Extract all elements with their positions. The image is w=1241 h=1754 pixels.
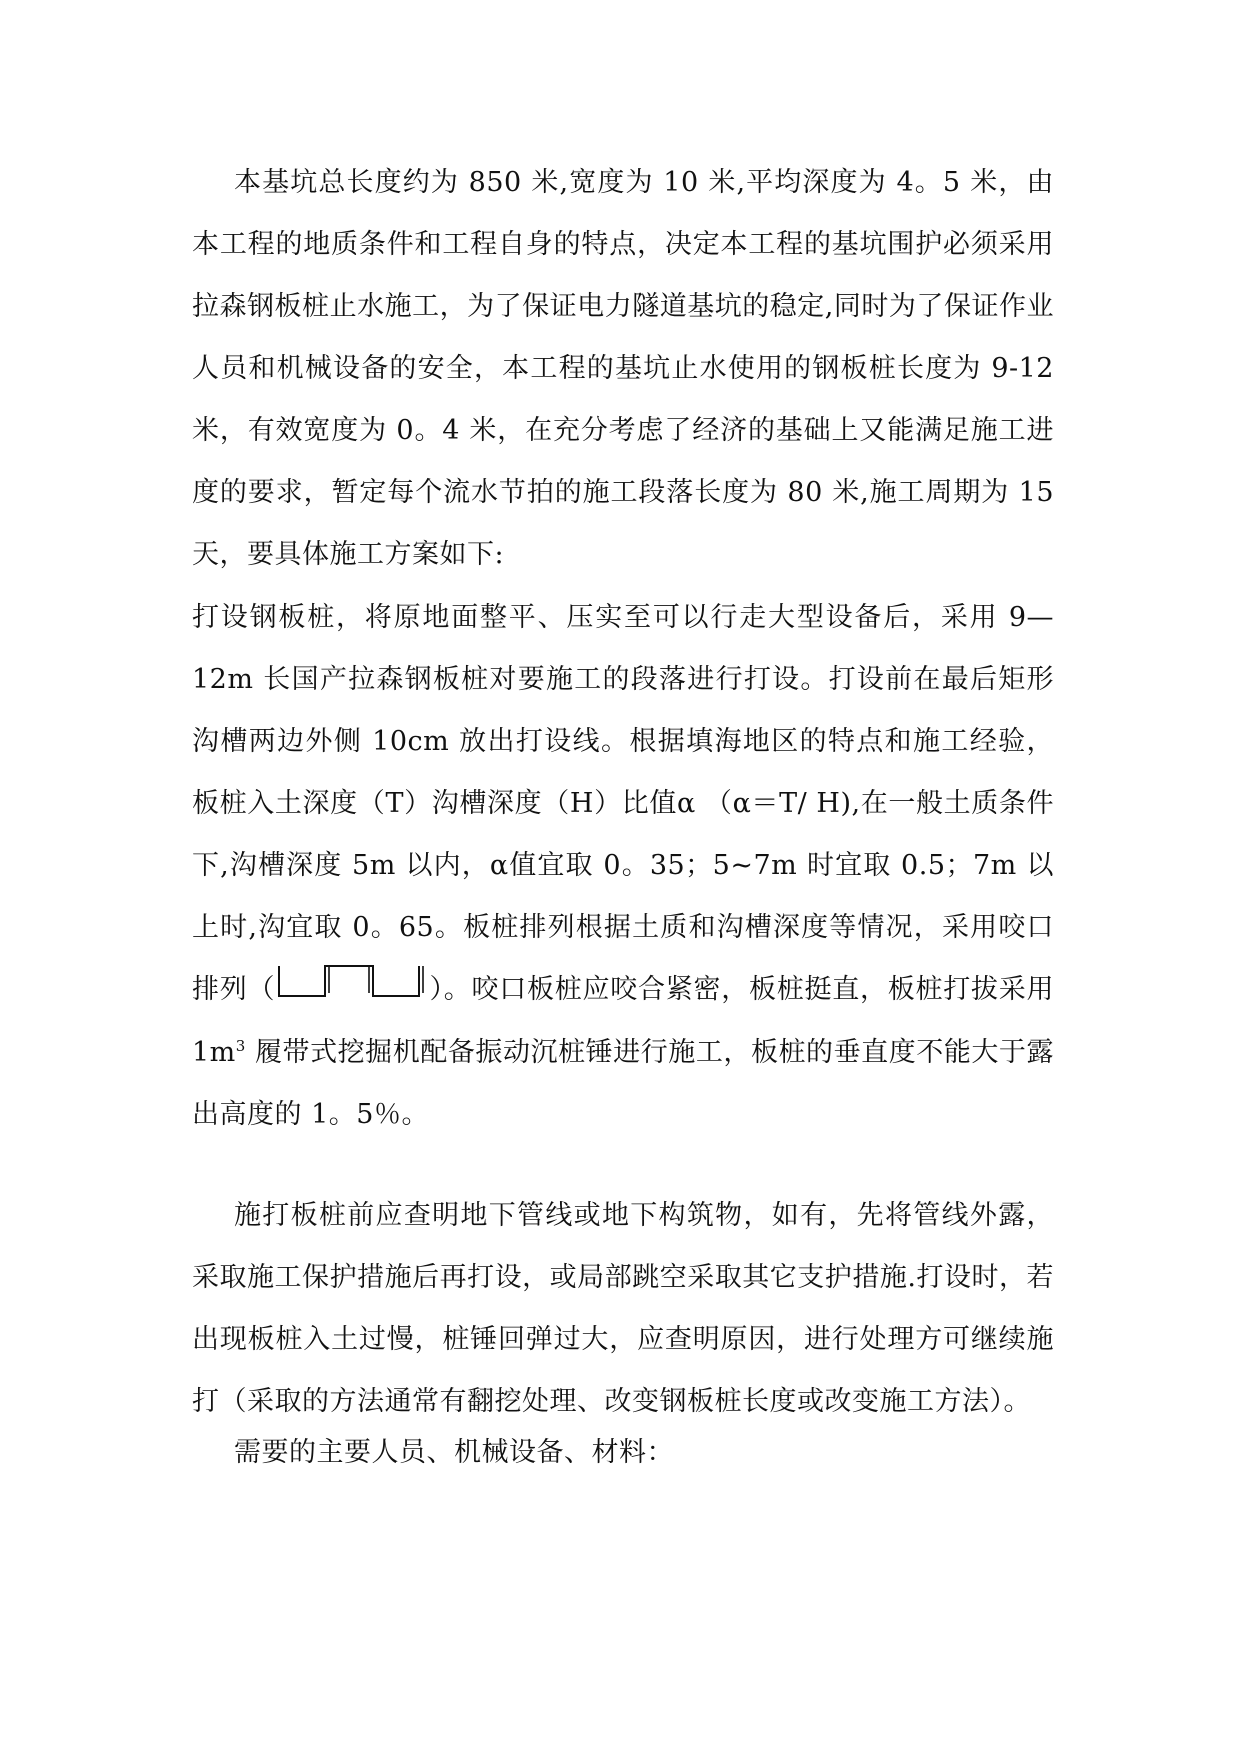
superscript-cubic: 3: [235, 1036, 246, 1055]
paragraph-resources-heading: [192, 1422, 1054, 1484]
paragraph-text-part1: 打设钢板桩，将原地面整平、压实至可以行走大型设备后，采用 9—12m 长国产拉森钢板桩对要施工的段落进行打设。打设前在最后矩形沟槽两边外侧 10cm 放出打设线。根据填海地区的特点和施工经验，板桩入土深度（T）沟槽深度（H）比值α （α＝T/ H),在一般土质条件下,沟槽深度 5m 以内，α值宜取 0。35；5~7m 时宜取 0.5；7m 以上时,沟宜取 0。65。板桩排列根据土质和沟槽深度等情况，采用咬口排列（: [192, 602, 1054, 1005]
paragraph-text-part2: ）。咬口板桩应咬合紧密，板桩挺直，板桩打拔采用 1m: [192, 974, 1054, 1068]
paragraph-text: 本基坑总长度约为 850 米,宽度为 10 米,平均深度为 4。5 米，由本工程的地质条件和工程自身的特点，决定本工程的基坑围护必须采用拉森钢板桩止水施工，为了保证电力隧道基坑的稳定,同时为了保证作业人员和机械设备的安全，本工程的基坑止水使用的钢板桩长度为 9-12 米，有效宽度为 0。4 米，在充分考虑了经济的基础上又能满足施工进度的要求，暂定每个流水节拍的施工段落长度为 80 米,施工周期为 15 天，要具体施工方案如下:: [192, 167, 1054, 570]
paragraph-underground-check: [192, 1185, 1054, 1433]
paragraph-text: 施打板桩前应查明地下管线或地下构筑物，如有，先将管线外露，采取施工保护措施后再打设，或局部跳空采取其它支护措施.打设时，若出现板桩入土过慢，桩锤回弹过大，应查明原因，进行处理方可继续施打（采取的方法通常有翻挖处理、改变钢板桩长度或改变施工方法）。: [192, 1200, 1054, 1417]
interlocking-sheet-pile-icon: [277, 960, 427, 1022]
paragraph-project-overview: [192, 152, 1054, 586]
paragraph-sheet-pile-driving: [192, 587, 1054, 1146]
paragraph-text-part3: 履带式挖掘机配备振动沉桩锤进行施工，板桩的垂直度不能大于露出高度的 1。5％。: [192, 1036, 1054, 1130]
paragraph-text: 需要的主要人员、机械设备、材料：: [234, 1437, 674, 1468]
